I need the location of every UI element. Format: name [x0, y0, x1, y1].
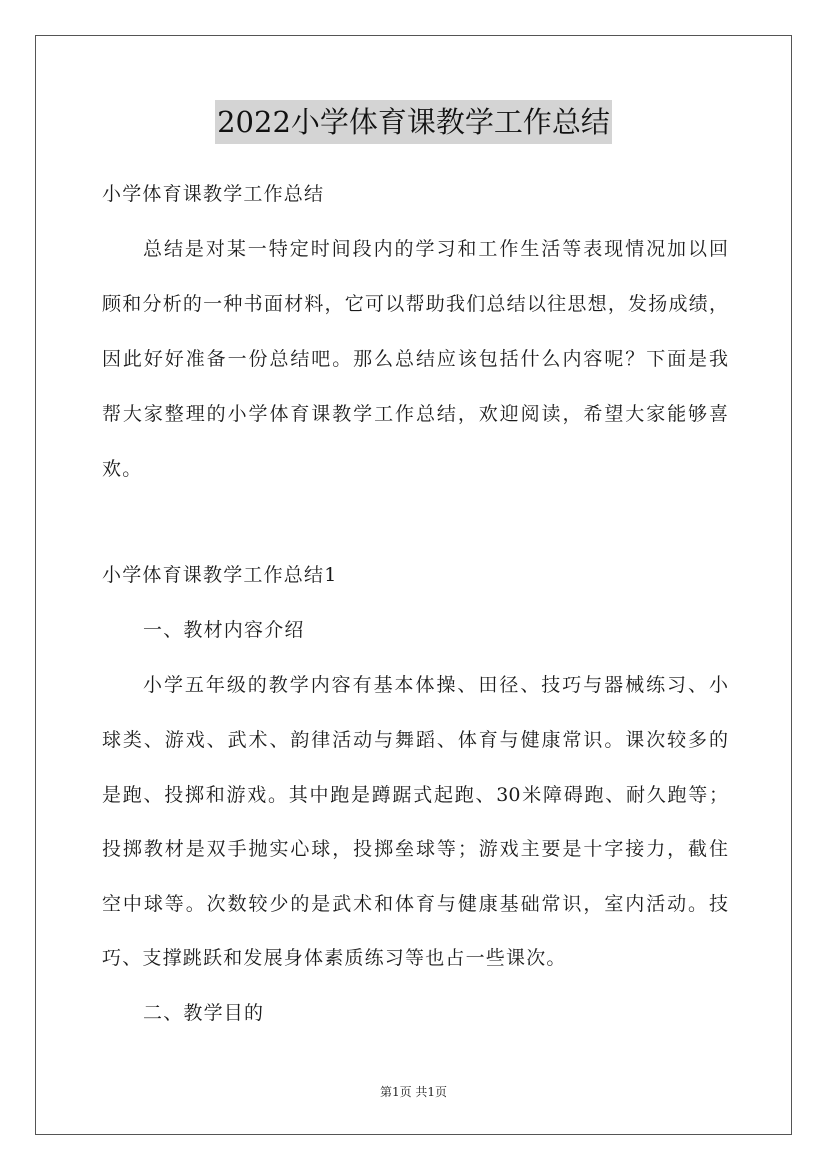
page-footer: 第1页 共1页 [379, 1085, 448, 1099]
heading-summary: 小学体育课教学工作总结 [102, 183, 325, 205]
para-line-3: 是跑、投掷和游戏。其中跑是蹲踞式起跑、30米障碍跑、耐久跑等； [102, 784, 728, 806]
intro-line-3: 因此好好准备一份总结吧。那么总结应该包括什么内容呢？下面是我 [102, 348, 728, 370]
intro-line-1: 总结是对某一特定时间段内的学习和工作生活等表现情况加以回 [143, 238, 728, 260]
para-line-6: 巧、支撑跳跃和发展身体素质练习等也占一些课次。 [102, 947, 567, 969]
para-line-2: 球类、游戏、武术、韵律活动与舞蹈、体育与健康常识。课次较多的 [102, 729, 728, 751]
intro-line-5: 欢。 [102, 458, 143, 480]
para-line-5: 空中球等。次数较少的是武术和体育与健康基础常识，室内活动。技 [102, 893, 728, 915]
subheading-purpose: 二、教学目的 [143, 1002, 265, 1024]
intro-line-4: 帮大家整理的小学体育课教学工作总结，欢迎阅读，希望大家能够喜 [102, 403, 728, 425]
document-title: 2022小学体育课教学工作总结 [215, 100, 612, 144]
section-title-1: 小学体育课教学工作总结1 [102, 564, 338, 586]
intro-line-2: 顾和分析的一种书面材料，它可以帮助我们总结以往思想，发扬成绩， [102, 293, 728, 315]
subheading-materials: 一、教材内容介绍 [143, 619, 305, 641]
title-container [0, 100, 827, 144]
para-line-1: 小学五年级的教学内容有基本体操、田径、技巧与器械练习、小 [143, 674, 728, 696]
para-line-4: 投掷教材是双手抛实心球，投掷垒球等；游戏主要是十字接力，截住 [102, 838, 728, 860]
